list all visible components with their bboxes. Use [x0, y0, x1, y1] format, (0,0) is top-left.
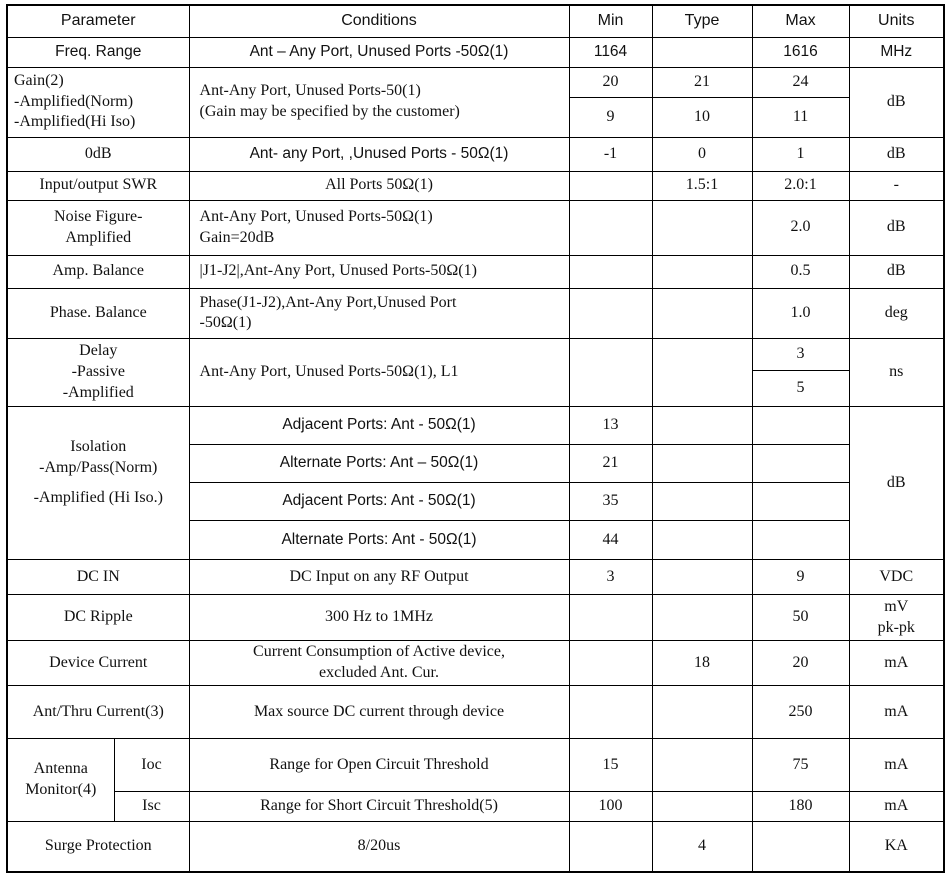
antenna-monitor-isc-label: Isc — [114, 792, 189, 822]
header-units: Units — [849, 5, 944, 37]
gain-parameter: Gain(2) -Amplified(Norm) -Amplified(Hi Iso) — [7, 67, 189, 137]
isolation-min-3: 35 — [569, 482, 652, 520]
noise-parameter: Noise Figure- Amplified — [7, 200, 189, 255]
dc-ripple-conditions: 300 Hz to 1MHz — [189, 595, 569, 641]
spec-table — [6, 4, 945, 873]
antenna-monitor-isc-conditions: Range for Short Circuit Threshold(5) — [189, 792, 569, 822]
ant-thru-min — [569, 686, 652, 739]
isolation-max-1 — [752, 406, 849, 444]
isolation-parameter: Isolation -Amp/Pass(Norm) — [7, 406, 189, 482]
amp-balance-max: 0.5 — [752, 255, 849, 288]
noise-type — [652, 200, 752, 255]
delay-amplified-max: 5 — [752, 370, 849, 406]
table-row — [7, 822, 944, 872]
isolation-conditions-4: Alternate Ports: Ant - 50Ω(1) — [189, 520, 569, 559]
delay-conditions: Ant-Any Port, Unused Ports-50Ω(1), L1 — [189, 338, 569, 406]
ant-thru-max: 250 — [752, 686, 849, 739]
device-current-conditions: Current Consumption of Active device, excluded Ant. Cur. — [189, 641, 569, 686]
table-row — [7, 560, 944, 595]
phase-balance-units: deg — [849, 288, 944, 338]
noise-max: 2.0 — [752, 200, 849, 255]
dc-ripple-type — [652, 595, 752, 641]
antenna-monitor-ioc-max: 75 — [752, 739, 849, 792]
gain-norm-min: 20 — [569, 67, 652, 97]
dc-ripple-parameter: DC Ripple — [7, 595, 189, 641]
table-row — [7, 200, 944, 255]
header-type: Type — [652, 5, 752, 37]
antenna-monitor-ioc-units: mA — [849, 739, 944, 792]
header-min: Min — [569, 5, 652, 37]
phase-balance-parameter: Phase. Balance — [7, 288, 189, 338]
isolation-conditions-1: Adjacent Ports: Ant - 50Ω(1) — [189, 406, 569, 444]
isolation-min-1: 13 — [569, 406, 652, 444]
isolation-type-1 — [652, 406, 752, 444]
header-max: Max — [752, 5, 849, 37]
table-row — [7, 288, 944, 338]
device-current-parameter: Device Current — [7, 641, 189, 686]
dc-in-conditions: DC Input on any RF Output — [189, 560, 569, 595]
device-current-max: 20 — [752, 641, 849, 686]
isolation-max-2 — [752, 444, 849, 482]
freq-parameter: Freq. Range — [7, 37, 189, 67]
phase-balance-type — [652, 288, 752, 338]
table-row — [7, 338, 944, 370]
surge-conditions: 8/20us — [189, 822, 569, 872]
phase-balance-conditions: Phase(J1-J2),Ant-Any Port,Unused Port -50Ω(1) — [189, 288, 569, 338]
table-row — [7, 137, 944, 171]
amp-balance-conditions: |J1-J2|,Ant-Any Port, Unused Ports-50Ω(1) — [189, 255, 569, 288]
delay-type — [652, 338, 752, 406]
table-row — [7, 255, 944, 288]
isolation-conditions-2: Alternate Ports: Ant – 50Ω(1) — [189, 444, 569, 482]
amp-balance-units: dB — [849, 255, 944, 288]
table-row — [7, 792, 944, 822]
gain-norm-type: 21 — [652, 67, 752, 97]
table-row — [7, 686, 944, 739]
gain-hi-iso-min: 9 — [569, 97, 652, 137]
table-row — [7, 406, 944, 444]
ant-thru-parameter: Ant/Thru Current(3) — [7, 686, 189, 739]
zero-db-conditions: Ant- any Port, ,Unused Ports - 50Ω(1) — [189, 137, 569, 171]
freq-conditions: Ant – Any Port, Unused Ports -50Ω(1) — [189, 37, 569, 67]
noise-conditions: Ant-Any Port, Unused Ports-50Ω(1) Gain=20dB — [189, 200, 569, 255]
surge-min — [569, 822, 652, 872]
isolation-min-4: 44 — [569, 520, 652, 559]
header-parameter: Parameter — [7, 5, 189, 37]
device-current-min — [569, 641, 652, 686]
gain-norm-max: 24 — [752, 67, 849, 97]
zero-db-type: 0 — [652, 137, 752, 171]
surge-parameter: Surge Protection — [7, 822, 189, 872]
table-row — [7, 171, 944, 200]
freq-type — [652, 37, 752, 67]
ant-thru-type — [652, 686, 752, 739]
swr-units: - — [849, 171, 944, 200]
noise-min — [569, 200, 652, 255]
dc-in-max: 9 — [752, 560, 849, 595]
antenna-monitor-parameter: Antenna Monitor(4) — [7, 739, 114, 822]
amp-balance-type — [652, 255, 752, 288]
antenna-monitor-ioc-conditions: Range for Open Circuit Threshold — [189, 739, 569, 792]
amp-balance-min — [569, 255, 652, 288]
dc-ripple-units: mV pk-pk — [849, 595, 944, 641]
isolation-type-2 — [652, 444, 752, 482]
swr-conditions: All Ports 50Ω(1) — [189, 171, 569, 200]
isolation-type-4 — [652, 520, 752, 559]
antenna-monitor-isc-type — [652, 792, 752, 822]
header-row — [7, 5, 944, 37]
dc-ripple-max: 50 — [752, 595, 849, 641]
isolation-type-3 — [652, 482, 752, 520]
dc-in-type — [652, 560, 752, 595]
table-row — [7, 37, 944, 67]
delay-units: ns — [849, 338, 944, 406]
dc-in-min: 3 — [569, 560, 652, 595]
dc-in-units: VDC — [849, 560, 944, 595]
delay-parameter: Delay -Passive -Amplified — [7, 338, 189, 406]
table-row — [7, 641, 944, 686]
ant-thru-conditions: Max source DC current through device — [189, 686, 569, 739]
dc-in-parameter: DC IN — [7, 560, 189, 595]
isolation-units: dB — [849, 406, 944, 559]
noise-units: dB — [849, 200, 944, 255]
isolation-max-3 — [752, 482, 849, 520]
gain-conditions: Ant-Any Port, Unused Ports-50(1) (Gain may be specified by the customer) — [189, 67, 569, 137]
ant-thru-units: mA — [849, 686, 944, 739]
gain-hi-iso-type: 10 — [652, 97, 752, 137]
zero-db-units: dB — [849, 137, 944, 171]
swr-type: 1.5:1 — [652, 171, 752, 200]
freq-units: MHz — [849, 37, 944, 67]
table-row — [7, 67, 944, 97]
swr-max: 2.0:1 — [752, 171, 849, 200]
swr-parameter: Input/output SWR — [7, 171, 189, 200]
header-conditions: Conditions — [189, 5, 569, 37]
isolation-conditions-3: Adjacent Ports: Ant - 50Ω(1) — [189, 482, 569, 520]
phase-balance-max: 1.0 — [752, 288, 849, 338]
phase-balance-min — [569, 288, 652, 338]
table-row — [7, 595, 944, 641]
antenna-monitor-isc-min: 100 — [569, 792, 652, 822]
freq-max: 1616 — [752, 37, 849, 67]
antenna-monitor-ioc-min: 15 — [569, 739, 652, 792]
antenna-monitor-isc-max: 180 — [752, 792, 849, 822]
dc-ripple-min — [569, 595, 652, 641]
zero-db-max: 1 — [752, 137, 849, 171]
isolation-min-2: 21 — [569, 444, 652, 482]
swr-min — [569, 171, 652, 200]
delay-min — [569, 338, 652, 406]
device-current-type: 18 — [652, 641, 752, 686]
isolation-max-4 — [752, 520, 849, 559]
surge-units: KA — [849, 822, 944, 872]
gain-hi-iso-max: 11 — [752, 97, 849, 137]
antenna-monitor-ioc-label: Ioc — [114, 739, 189, 792]
gain-units: dB — [849, 67, 944, 137]
isolation-hi-iso-parameter: -Amplified (Hi Iso.) — [7, 482, 189, 559]
surge-type: 4 — [652, 822, 752, 872]
antenna-monitor-ioc-type — [652, 739, 752, 792]
table-row — [7, 482, 944, 520]
delay-passive-max: 3 — [752, 338, 849, 370]
freq-min: 1164 — [569, 37, 652, 67]
surge-max — [752, 822, 849, 872]
antenna-monitor-isc-units: mA — [849, 792, 944, 822]
amp-balance-parameter: Amp. Balance — [7, 255, 189, 288]
table-row — [7, 739, 944, 792]
zero-db-parameter: 0dB — [7, 137, 189, 171]
device-current-units: mA — [849, 641, 944, 686]
zero-db-min: -1 — [569, 137, 652, 171]
